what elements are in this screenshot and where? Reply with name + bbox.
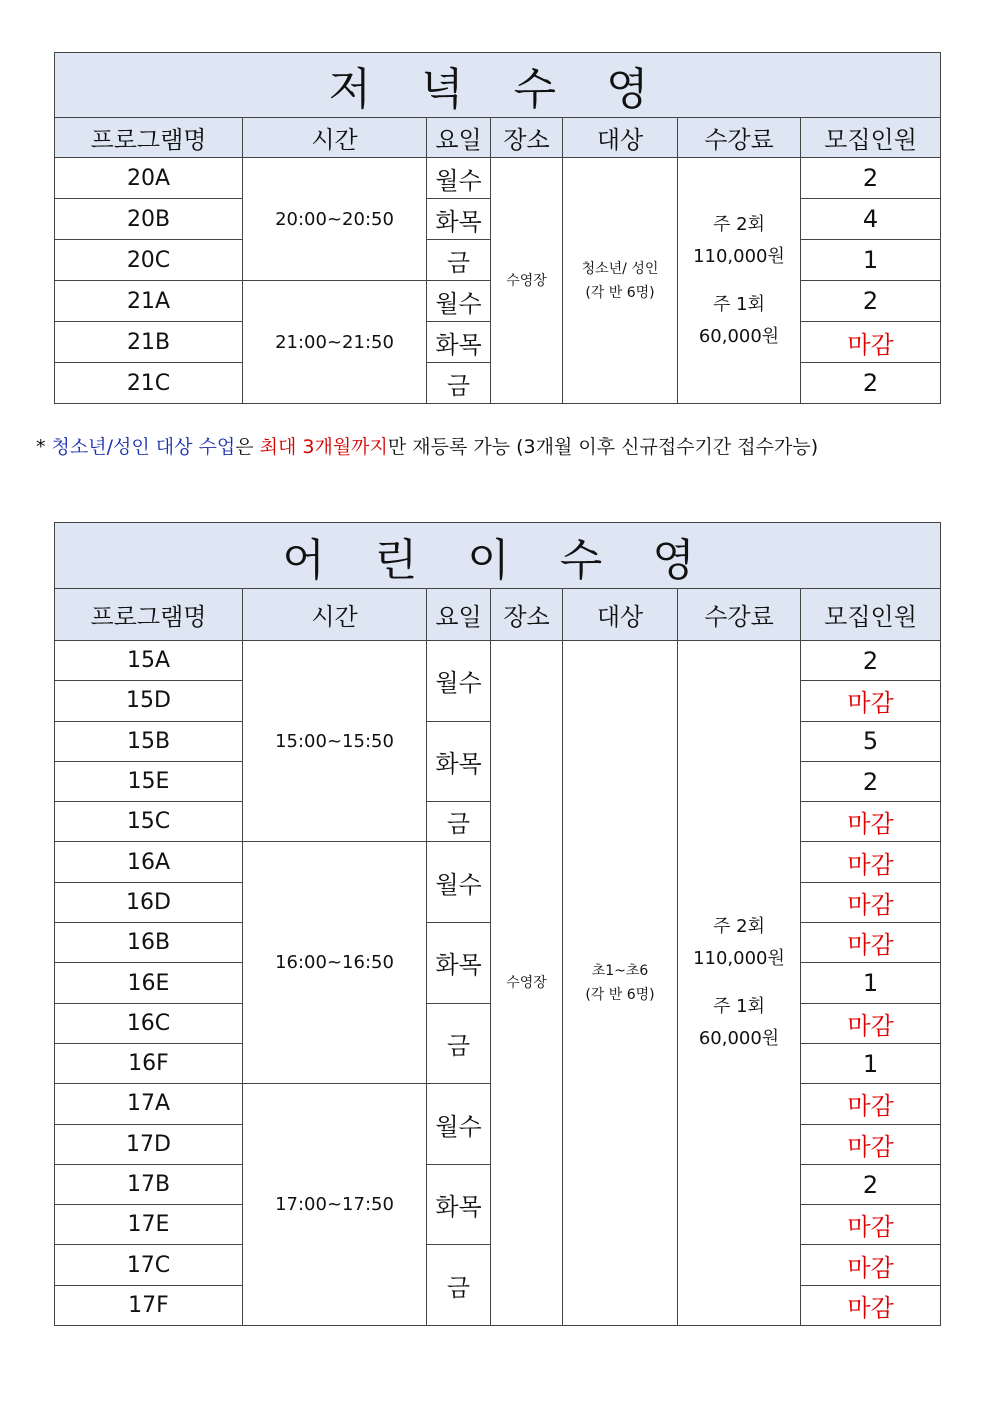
program-name: 15C [55,802,243,842]
capacity-count: 마감 [801,842,941,882]
capacity-count: 1 [801,1043,941,1083]
fee-line: 110,000원 [693,245,785,267]
target-cell [563,158,678,404]
header-program: 프로그램명 [55,589,243,641]
program-name: 15D [55,681,243,721]
program-name: 15B [55,721,243,761]
place-cell: 수영장 [491,641,563,1326]
program-name: 21C [55,363,243,404]
class-days: 화목 [427,199,491,240]
program-name: 16D [55,882,243,922]
program-name: 17C [55,1245,243,1285]
capacity-count: 2 [801,158,941,199]
target-label: 청소년/ 성인 [581,260,659,277]
class-days: 월수 [427,641,491,722]
fee-cell [678,158,801,404]
header-target: 대상 [563,118,678,158]
program-name: 21A [55,281,243,322]
header-capacity: 모집인원 [801,589,941,641]
header-program: 프로그램명 [55,118,243,158]
capacity-count: 마감 [801,1084,941,1124]
header-place: 장소 [491,589,563,641]
note-text-1: 은 [235,436,260,458]
capacity-count: 마감 [801,1245,941,1285]
target-capacity: (각 반 6명) [585,284,655,301]
program-name: 20B [55,199,243,240]
program-name: 16E [55,963,243,1003]
capacity-count: 2 [801,641,941,681]
class-days: 화목 [427,322,491,363]
class-days: 금 [427,802,491,842]
fee-line: 60,000원 [698,325,780,347]
capacity-count: 마감 [801,681,941,721]
capacity-count: 1 [801,240,941,281]
note-text-2: 만 재등록 가능 (3개월 이후 신규접수기간 접수가능) [387,436,819,458]
program-name: 16B [55,923,243,963]
class-days: 화목 [427,923,491,1004]
class-days: 금 [427,363,491,404]
class-time: 15:00~15:50 [243,641,427,842]
capacity-count: 2 [801,761,941,801]
target-label: 초1~초6 [591,963,649,980]
note-target-classes: 청소년/성인 대상 수업 [51,436,236,458]
capacity-count: 마감 [801,322,941,363]
header-fee: 수강료 [678,589,801,641]
capacity-count: 마감 [801,1205,941,1245]
capacity-count: 마감 [801,1124,941,1164]
capacity-count: 마감 [801,1003,941,1043]
capacity-count: 2 [801,1164,941,1204]
program-name: 17F [55,1285,243,1325]
fee-line: 60,000원 [698,1028,780,1050]
header-time: 시간 [243,589,427,641]
evening-title: 저 녁 수 영 [55,53,941,118]
program-name: 17D [55,1124,243,1164]
program-name: 16F [55,1043,243,1083]
class-days: 화목 [427,721,491,802]
kids-swim-table [54,522,941,1326]
note-max-period: 최대 3개월까지 [259,436,388,458]
program-name: 16A [55,842,243,882]
fee-line: 주 2회 [713,916,765,938]
program-name: 15A [55,641,243,681]
note-asterisk: * [36,436,46,458]
header-capacity: 모집인원 [801,118,941,158]
capacity-count: 5 [801,721,941,761]
re-registration-note [36,432,818,459]
fee-line: 주 1회 [713,996,765,1018]
program-name: 16C [55,1003,243,1043]
table-row [55,641,941,681]
fee-line: 주 1회 [713,293,765,315]
place-cell: 수영장 [491,158,563,404]
fee-line: 주 2회 [713,213,765,235]
class-days: 화목 [427,1164,491,1245]
class-days: 금 [427,240,491,281]
capacity-count: 마감 [801,923,941,963]
header-place: 장소 [491,118,563,158]
program-name: 17A [55,1084,243,1124]
header-fee: 수강료 [678,118,801,158]
program-name: 20A [55,158,243,199]
class-days: 월수 [427,842,491,923]
program-name: 21B [55,322,243,363]
capacity-count: 마감 [801,802,941,842]
program-name: 15E [55,761,243,801]
class-days: 월수 [427,158,491,199]
capacity-count: 4 [801,199,941,240]
table-row [55,158,941,199]
target-cell [563,641,678,1326]
header-target: 대상 [563,589,678,641]
class-days: 금 [427,1003,491,1084]
program-name: 17B [55,1164,243,1204]
class-days: 금 [427,1245,491,1326]
target-capacity: (각 반 6명) [585,987,655,1004]
capacity-count: 2 [801,363,941,404]
class-days: 월수 [427,281,491,322]
fee-line: 110,000원 [693,948,785,970]
program-name: 17E [55,1205,243,1245]
evening-swim-table [54,52,941,404]
capacity-count: 마감 [801,882,941,922]
kids-title: 어 린 이 수 영 [55,523,941,589]
class-time: 17:00~17:50 [243,1084,427,1326]
program-name: 20C [55,240,243,281]
capacity-count: 마감 [801,1285,941,1325]
header-day: 요일 [427,589,491,641]
header-time: 시간 [243,118,427,158]
class-time: 20:00~20:50 [243,158,427,281]
class-days: 월수 [427,1084,491,1165]
class-time: 16:00~16:50 [243,842,427,1084]
class-time: 21:00~21:50 [243,281,427,404]
fee-cell [678,641,801,1326]
capacity-count: 1 [801,963,941,1003]
capacity-count: 2 [801,281,941,322]
header-day: 요일 [427,118,491,158]
